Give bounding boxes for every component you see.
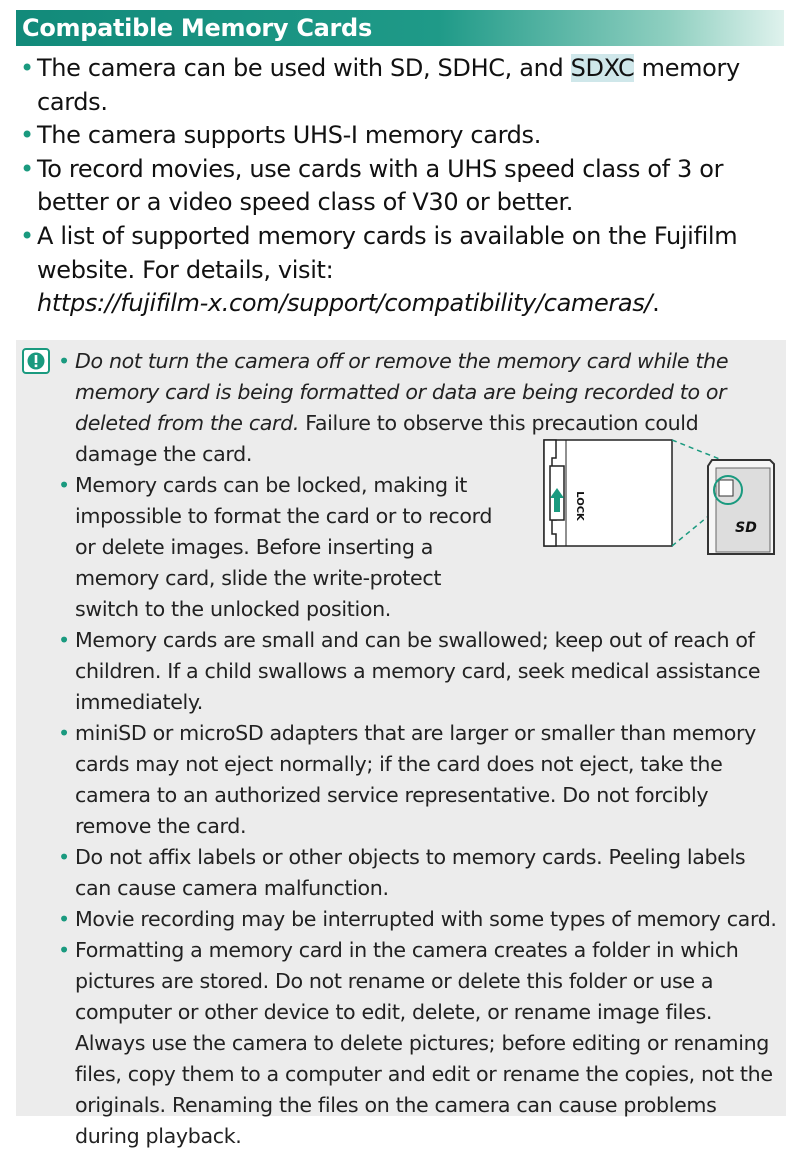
support-url-link[interactable]: https://fujifilm-x.com/support/compatibility/cameras/ <box>37 289 653 318</box>
list-item-text: memory cards. <box>37 54 740 116</box>
list-item-text: A list of supported memory cards is available on the Fujifilm website. For details, visit: <box>37 221 738 284</box>
caution-box <box>16 340 786 1148</box>
note-text: Formatting a memory card in the camera creates a folder in which pictures are stored. Do not rename or delete this folder or use a computer or other device to edit, delete, or rename image files. Always use the camera to delete pictures; before editing or renaming files, copy them to a computer and edit or rename the copies, not the originals. Renaming the files on the camera can cause problems during playback. <box>75 938 773 1148</box>
bullet-icon: • <box>20 54 34 82</box>
list-item-text: To record movies, use cards with a UHS speed class of 3 or better or a video speed class of V30 or better. <box>37 154 724 217</box>
list-item <box>58 718 783 842</box>
bullet-icon: • <box>58 907 70 931</box>
list-item <box>58 935 783 1152</box>
bullet-icon: • <box>58 721 70 745</box>
list-item-text: The camera can be used with SD, SDHC, and <box>37 54 571 82</box>
exclamation-icon <box>22 348 50 374</box>
bullet-icon: • <box>58 349 70 373</box>
compatibility-list <box>20 52 785 321</box>
note-text: miniSD or microSD adapters that are larger or smaller than memory cards may not eject normally; if the card does not eject, take the camera to an authorized service representative. Do not forcibly remove the card. <box>75 721 756 838</box>
note-text: Memory cards are small and can be swallowed; keep out of reach of children. If a child swallows a memory card, seek medical assistance immediately. <box>75 628 761 714</box>
list-item-text: . <box>652 289 660 318</box>
list-item <box>20 153 785 220</box>
bullet-icon: • <box>20 154 34 183</box>
list-item <box>20 52 785 119</box>
note-text: Memory cards can be locked, making it impossible to format the card or to record or delete images. Before inserting a memory card, slide the write-protect switch to the unlocked position. <box>75 473 493 621</box>
list-item <box>58 470 505 625</box>
list-item <box>20 220 785 321</box>
sd-card-lock-illustration <box>522 436 778 556</box>
list-item <box>58 625 783 718</box>
bullet-icon: • <box>20 221 34 250</box>
sd-logo: SD <box>735 520 757 536</box>
note-italic-text: Do not turn the camera off or remove the memory card while the memory card is being formatted or data are being recorded to or deleted from the card. <box>75 349 729 435</box>
list-item <box>20 119 785 153</box>
section-title: Compatible Memory Cards <box>22 14 372 42</box>
bullet-icon: • <box>58 473 70 497</box>
note-text: Failure to observe this precaution could damage the card. <box>75 411 699 466</box>
list-item <box>58 904 783 935</box>
section-header <box>16 10 784 46</box>
sdxc-highlight: SDXC <box>570 54 635 82</box>
bullet-icon: • <box>58 845 70 869</box>
bullet-icon: • <box>58 628 70 652</box>
lock-label: LOCK <box>574 491 585 521</box>
bullet-icon: • <box>58 938 70 962</box>
list-item-text: The camera supports UHS-I memory cards. <box>37 121 541 150</box>
note-text: Movie recording may be interrupted with some types of memory card. <box>75 907 777 931</box>
bullet-icon: • <box>20 121 34 150</box>
note-text: Do not affix labels or other objects to memory cards. Peeling labels can cause camera malfunction. <box>75 845 746 900</box>
list-item <box>58 842 783 904</box>
